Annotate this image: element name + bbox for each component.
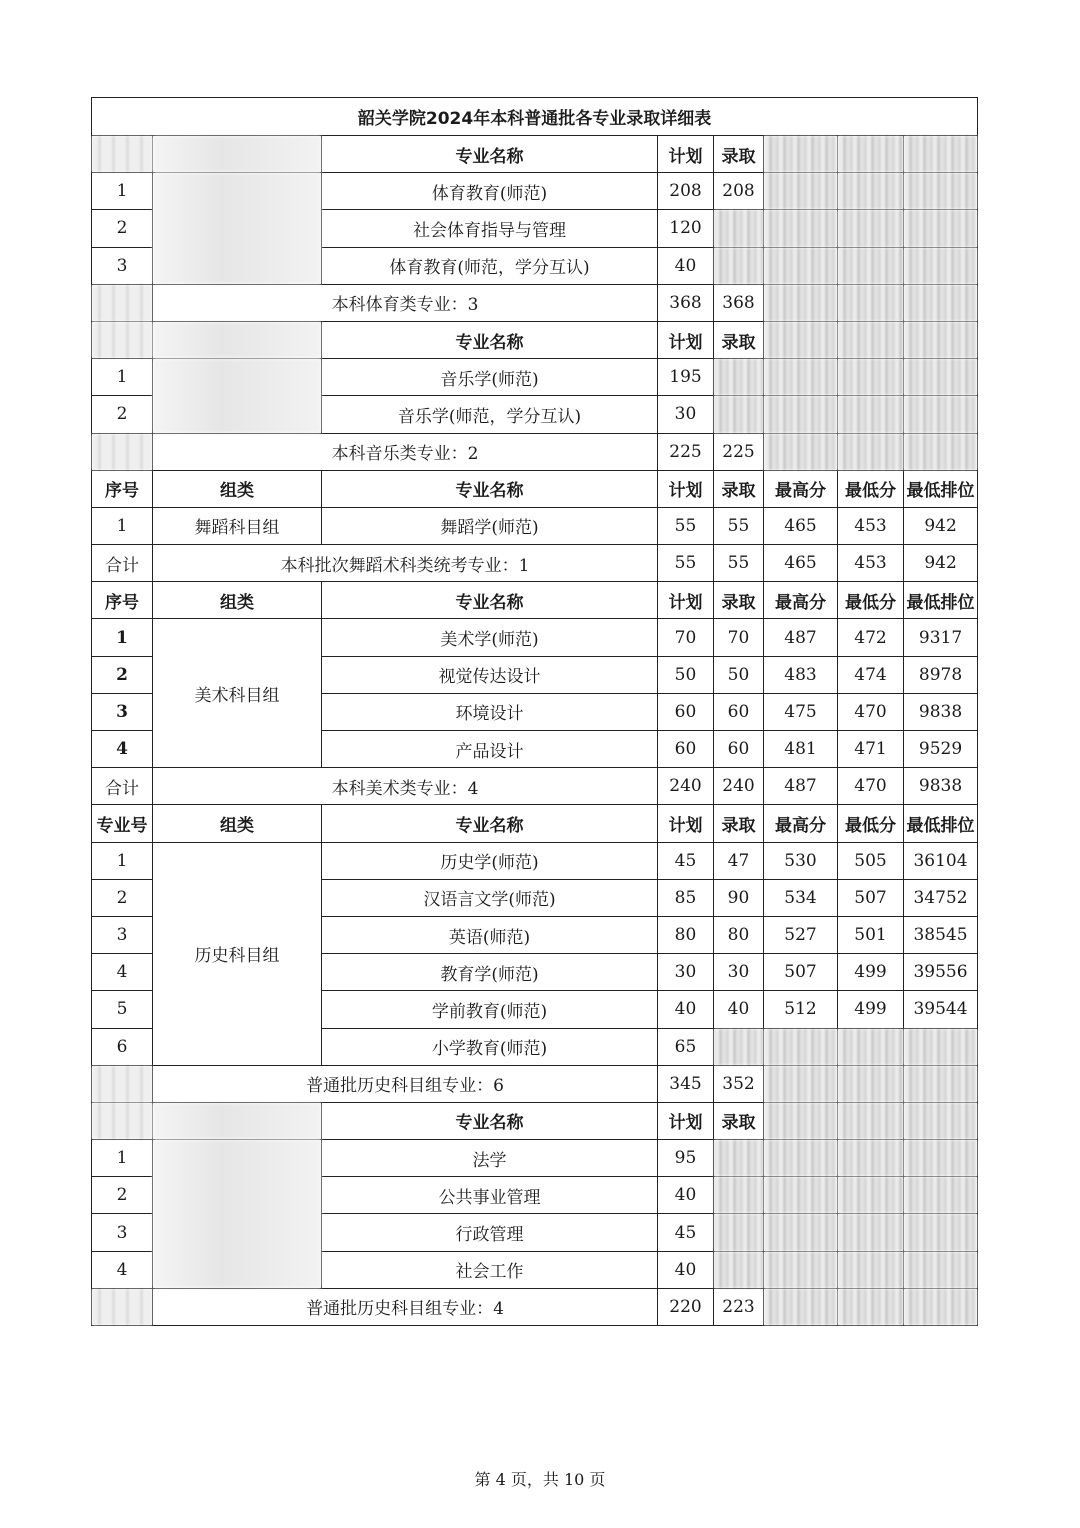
table-title: 韶关学院2024年本科普通批各专业录取详细表 [92, 98, 978, 136]
major-header: 专业名称 [322, 582, 658, 619]
admit-cell: 50 [714, 656, 764, 693]
redacted-cell [764, 1251, 838, 1288]
major-cell: 舞蹈学(师范) [322, 507, 658, 544]
seq-cell: 2 [92, 210, 153, 247]
redacted-cell [904, 247, 978, 284]
redacted-cell [764, 433, 838, 470]
major-cell: 音乐学(师范，学分互认) [322, 396, 658, 433]
group-cell: 历史科目组 [153, 842, 322, 1065]
major-cell: 行政管理 [322, 1214, 658, 1251]
page-footer: 第 4 页，共 10 页 [474, 1470, 606, 1489]
redacted-cell [838, 1065, 904, 1102]
min-cell: 472 [838, 619, 904, 656]
plan-cell: 30 [658, 396, 714, 433]
min-rank-cell: 942 [904, 507, 978, 544]
min-cell: 507 [838, 879, 904, 916]
group-cell: 舞蹈科目组 [153, 507, 322, 544]
plan-cell: 40 [658, 1251, 714, 1288]
seq-cell: 合计 [92, 545, 153, 582]
max-cell: 487 [764, 619, 838, 656]
plan-cell: 220 [658, 1288, 714, 1325]
redacted-cell [838, 1177, 904, 1214]
seq-header: 序号 [92, 582, 153, 619]
max-cell: 465 [764, 545, 838, 582]
plan-cell: 195 [658, 359, 714, 396]
redacted-cell [904, 1028, 978, 1065]
plan-header: 计划 [658, 470, 714, 507]
redacted-cell [714, 247, 764, 284]
table-row [92, 507, 978, 544]
min-rank-cell: 36104 [904, 842, 978, 879]
admit-cell: 55 [714, 507, 764, 544]
plan-cell: 45 [658, 842, 714, 879]
redacted-cell [838, 284, 904, 321]
major-cell: 音乐学(师范) [322, 359, 658, 396]
redacted-cell [838, 321, 904, 358]
min-header: 最低分 [838, 805, 904, 842]
major-header: 专业名称 [322, 1102, 658, 1139]
admit-cell: 40 [714, 991, 764, 1028]
redacted-cell [714, 1177, 764, 1214]
plan-cell: 55 [658, 507, 714, 544]
seq-header-redacted [92, 1102, 153, 1139]
redacted-cell [904, 359, 978, 396]
redacted-cell [904, 1102, 978, 1139]
seq-cell: 1 [92, 1140, 153, 1177]
plan-cell: 40 [658, 1177, 714, 1214]
table-row [92, 173, 978, 210]
major-header: 专业名称 [322, 470, 658, 507]
max-cell: 465 [764, 507, 838, 544]
redacted-cell [838, 247, 904, 284]
redacted-cell [714, 1028, 764, 1065]
total-label: 本科批次舞蹈术科类统考专业：1 [153, 545, 658, 582]
total-row [92, 433, 978, 470]
admit-cell: 60 [714, 731, 764, 768]
major-cell: 视觉传达设计 [322, 656, 658, 693]
redacted-cell [838, 1140, 904, 1177]
admit-header: 录取 [714, 1102, 764, 1139]
redacted-cell [764, 1065, 838, 1102]
section-5-header [92, 805, 978, 842]
redacted-cell [904, 1214, 978, 1251]
total-row [92, 768, 978, 805]
redacted-cell [714, 1214, 764, 1251]
total-row [92, 1288, 978, 1325]
max-cell: 475 [764, 693, 838, 730]
redacted-cell [714, 210, 764, 247]
group-cell-redacted [153, 1140, 322, 1289]
min-cell: 471 [838, 731, 904, 768]
major-cell: 公共事业管理 [322, 1177, 658, 1214]
redacted-cell [764, 321, 838, 358]
admit-cell: 368 [714, 284, 764, 321]
seq-cell: 2 [92, 656, 153, 693]
admit-header: 录取 [714, 136, 764, 173]
admit-cell: 240 [714, 768, 764, 805]
max-header: 最高分 [764, 582, 838, 619]
admit-cell: 208 [714, 173, 764, 210]
plan-cell: 345 [658, 1065, 714, 1102]
redacted-cell [714, 1251, 764, 1288]
admit-header: 录取 [714, 321, 764, 358]
max-cell: 530 [764, 842, 838, 879]
redacted-cell [904, 1177, 978, 1214]
seq-cell: 1 [92, 507, 153, 544]
redacted-cell [838, 1028, 904, 1065]
redacted-cell [838, 210, 904, 247]
plan-cell: 240 [658, 768, 714, 805]
min-header: 最低分 [838, 470, 904, 507]
redacted-cell [904, 284, 978, 321]
seq-cell: 3 [92, 247, 153, 284]
section-2-header [92, 321, 978, 358]
total-row [92, 1065, 978, 1102]
min-cell: 501 [838, 916, 904, 953]
total-label: 普通批历史科目组专业：6 [153, 1065, 658, 1102]
admit-cell: 47 [714, 842, 764, 879]
min-rank-header: 最低排位 [904, 805, 978, 842]
total-label: 普通批历史科目组专业：4 [153, 1288, 658, 1325]
plan-header: 计划 [658, 805, 714, 842]
max-cell: 487 [764, 768, 838, 805]
major-no-header: 专业号 [92, 805, 153, 842]
redacted-cell [714, 1140, 764, 1177]
min-cell: 470 [838, 768, 904, 805]
major-header: 专业名称 [322, 136, 658, 173]
max-cell: 512 [764, 991, 838, 1028]
plan-cell: 40 [658, 991, 714, 1028]
min-rank-cell: 39544 [904, 991, 978, 1028]
total-label: 本科美术类专业：4 [153, 768, 658, 805]
group-header-redacted [153, 1102, 322, 1139]
redacted-cell [904, 1140, 978, 1177]
redacted-cell [838, 1102, 904, 1139]
major-cell: 历史学(师范) [322, 842, 658, 879]
plan-cell: 80 [658, 916, 714, 953]
redacted-cell [838, 433, 904, 470]
total-label: 本科音乐类专业：2 [153, 433, 658, 470]
redacted-cell [838, 359, 904, 396]
seq-cell: 4 [92, 954, 153, 991]
min-cell: 499 [838, 954, 904, 991]
max-cell: 507 [764, 954, 838, 991]
major-cell: 学前教育(师范) [322, 991, 658, 1028]
group-header: 组类 [153, 582, 322, 619]
major-cell: 社会体育指导与管理 [322, 210, 658, 247]
min-cell: 453 [838, 545, 904, 582]
min-cell: 474 [838, 656, 904, 693]
seq-cell: 1 [92, 359, 153, 396]
major-header: 专业名称 [322, 321, 658, 358]
redacted-cell [764, 173, 838, 210]
section-6-header [92, 1102, 978, 1139]
seq-cell: 1 [92, 842, 153, 879]
redacted-cell [838, 136, 904, 173]
min-rank-header: 最低排位 [904, 470, 978, 507]
major-cell: 英语(师范) [322, 916, 658, 953]
group-header: 组类 [153, 805, 322, 842]
plan-cell: 40 [658, 247, 714, 284]
seq-cell-redacted [92, 1065, 153, 1102]
redacted-cell [764, 1028, 838, 1065]
plan-header: 计划 [658, 321, 714, 358]
seq-cell: 6 [92, 1028, 153, 1065]
group-cell-redacted [153, 359, 322, 433]
admit-cell: 90 [714, 879, 764, 916]
group-header-redacted [153, 321, 322, 358]
redacted-cell [764, 1288, 838, 1325]
redacted-cell [838, 1251, 904, 1288]
redacted-cell [838, 396, 904, 433]
max-header: 最高分 [764, 805, 838, 842]
admit-header: 录取 [714, 470, 764, 507]
major-cell: 教育学(师范) [322, 954, 658, 991]
seq-cell: 合计 [92, 768, 153, 805]
min-rank-cell: 38545 [904, 916, 978, 953]
max-cell: 483 [764, 656, 838, 693]
redacted-cell [904, 1288, 978, 1325]
min-rank-cell: 9838 [904, 768, 978, 805]
admit-cell: 80 [714, 916, 764, 953]
redacted-cell [764, 210, 838, 247]
min-rank-cell: 9838 [904, 693, 978, 730]
seq-cell-redacted [92, 1288, 153, 1325]
redacted-cell [904, 1251, 978, 1288]
redacted-cell [764, 284, 838, 321]
total-label: 本科体育类专业：3 [153, 284, 658, 321]
min-rank-cell: 9317 [904, 619, 978, 656]
major-cell: 汉语言文学(师范) [322, 879, 658, 916]
seq-cell: 1 [92, 173, 153, 210]
admit-cell: 225 [714, 433, 764, 470]
redacted-cell [764, 1214, 838, 1251]
plan-header: 计划 [658, 1102, 714, 1139]
plan-cell: 65 [658, 1028, 714, 1065]
seq-cell: 3 [92, 916, 153, 953]
plan-cell: 208 [658, 173, 714, 210]
redacted-cell [714, 359, 764, 396]
total-row [92, 284, 978, 321]
seq-header-redacted [92, 136, 153, 173]
table-row [92, 359, 978, 396]
plan-cell: 50 [658, 656, 714, 693]
redacted-cell [904, 433, 978, 470]
plan-cell: 70 [658, 619, 714, 656]
total-row [92, 545, 978, 582]
min-cell: 470 [838, 693, 904, 730]
redacted-cell [714, 396, 764, 433]
table-row [92, 1140, 978, 1177]
group-header: 组类 [153, 470, 322, 507]
admit-header: 录取 [714, 582, 764, 619]
plan-header: 计划 [658, 582, 714, 619]
section-4-header [92, 582, 978, 619]
plan-cell: 30 [658, 954, 714, 991]
seq-cell: 5 [92, 991, 153, 1028]
admission-table [91, 97, 978, 1326]
seq-cell: 4 [92, 731, 153, 768]
major-cell: 产品设计 [322, 731, 658, 768]
major-header: 专业名称 [322, 805, 658, 842]
major-cell: 体育教育(师范，学分互认) [322, 247, 658, 284]
group-cell-redacted [153, 173, 322, 285]
seq-cell-redacted [92, 284, 153, 321]
seq-cell-redacted [92, 433, 153, 470]
admit-cell: 55 [714, 545, 764, 582]
redacted-cell [904, 210, 978, 247]
seq-cell: 2 [92, 1177, 153, 1214]
plan-cell: 60 [658, 731, 714, 768]
redacted-cell [764, 1102, 838, 1139]
section-3-header [92, 470, 978, 507]
admit-cell: 223 [714, 1288, 764, 1325]
redacted-cell [838, 1214, 904, 1251]
plan-cell: 55 [658, 545, 714, 582]
seq-cell: 4 [92, 1251, 153, 1288]
redacted-cell [904, 321, 978, 358]
admit-header: 录取 [714, 805, 764, 842]
plan-header: 计划 [658, 136, 714, 173]
plan-cell: 225 [658, 433, 714, 470]
plan-cell: 60 [658, 693, 714, 730]
admit-cell: 352 [714, 1065, 764, 1102]
max-header: 最高分 [764, 470, 838, 507]
redacted-cell [764, 136, 838, 173]
group-header-redacted [153, 136, 322, 173]
plan-cell: 85 [658, 879, 714, 916]
seq-header: 序号 [92, 470, 153, 507]
max-cell: 481 [764, 731, 838, 768]
redacted-cell [764, 359, 838, 396]
major-cell: 美术学(师范) [322, 619, 658, 656]
seq-cell: 3 [92, 693, 153, 730]
redacted-cell [904, 173, 978, 210]
admission-document [91, 97, 977, 1326]
redacted-cell [764, 1177, 838, 1214]
redacted-cell [838, 173, 904, 210]
major-cell: 小学教育(师范) [322, 1028, 658, 1065]
seq-cell: 1 [92, 619, 153, 656]
min-rank-cell: 942 [904, 545, 978, 582]
seq-cell: 2 [92, 879, 153, 916]
max-cell: 534 [764, 879, 838, 916]
table-row [92, 619, 978, 656]
redacted-cell [764, 247, 838, 284]
plan-cell: 95 [658, 1140, 714, 1177]
redacted-cell [904, 1065, 978, 1102]
plan-cell: 45 [658, 1214, 714, 1251]
redacted-cell [764, 396, 838, 433]
seq-cell: 3 [92, 1214, 153, 1251]
admit-cell: 60 [714, 693, 764, 730]
min-cell: 453 [838, 507, 904, 544]
redacted-cell [838, 1288, 904, 1325]
redacted-cell [904, 136, 978, 173]
major-cell: 法学 [322, 1140, 658, 1177]
min-rank-cell: 34752 [904, 879, 978, 916]
redacted-cell [764, 1140, 838, 1177]
plan-cell: 368 [658, 284, 714, 321]
table-row [92, 842, 978, 879]
major-cell: 体育教育(师范) [322, 173, 658, 210]
major-cell: 环境设计 [322, 693, 658, 730]
admit-cell: 70 [714, 619, 764, 656]
min-header: 最低分 [838, 582, 904, 619]
min-rank-cell: 39556 [904, 954, 978, 991]
seq-cell: 2 [92, 396, 153, 433]
max-cell: 527 [764, 916, 838, 953]
section-1-header [92, 136, 978, 173]
redacted-cell [904, 396, 978, 433]
plan-cell: 120 [658, 210, 714, 247]
min-cell: 505 [838, 842, 904, 879]
min-cell: 499 [838, 991, 904, 1028]
min-rank-cell: 8978 [904, 656, 978, 693]
major-cell: 社会工作 [322, 1251, 658, 1288]
seq-header-redacted [92, 321, 153, 358]
admit-cell: 30 [714, 954, 764, 991]
min-rank-cell: 9529 [904, 731, 978, 768]
min-rank-header: 最低排位 [904, 582, 978, 619]
group-cell: 美术科目组 [153, 619, 322, 768]
